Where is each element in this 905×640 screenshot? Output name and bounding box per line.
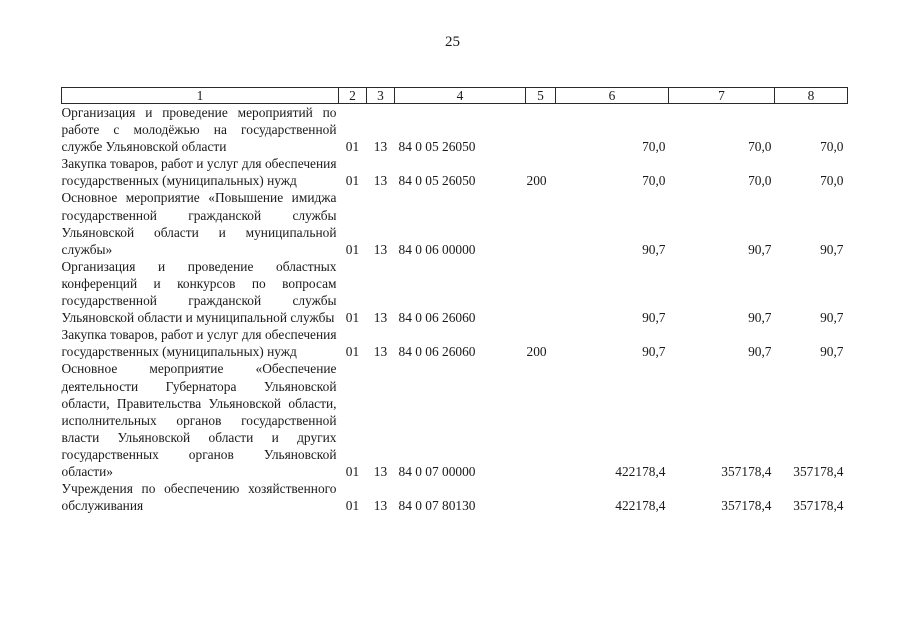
column-header: 6 xyxy=(556,88,669,104)
row-expense-type xyxy=(526,258,556,326)
row-target-code: 84 0 07 00000 xyxy=(398,463,476,479)
row-section: 01 xyxy=(345,344,360,360)
row-value-2: 357178,4 xyxy=(721,498,772,514)
row-section: 01 xyxy=(345,310,360,326)
row-section: 01 xyxy=(345,139,360,155)
row-expense-type xyxy=(526,104,556,156)
column-header: 5 xyxy=(526,88,556,104)
page-number: 25 xyxy=(445,34,460,50)
row-value-2: 357178,4 xyxy=(721,463,772,479)
row-subsection: 13 xyxy=(373,344,388,360)
row-value-3: 70,0 xyxy=(820,173,844,189)
column-header: 4 xyxy=(395,88,526,104)
table-row xyxy=(62,258,848,326)
column-header: 7 xyxy=(669,88,775,104)
row-target-code: 84 0 06 26060 xyxy=(398,310,476,326)
row-name: Организация и проведение мероприятий по работе с молодёжью на государственной службе Ульяновской области xyxy=(61,105,337,155)
row-expense-type xyxy=(526,360,556,480)
row-expense-type: 200 xyxy=(526,344,547,360)
row-value-3: 357178,4 xyxy=(793,498,844,514)
row-subsection: 13 xyxy=(373,173,388,189)
row-value-1: 422178,4 xyxy=(615,463,666,479)
row-value-1: 422178,4 xyxy=(615,498,666,514)
row-name: Учреждения по обеспечению хозяйственного обслуживания xyxy=(61,481,337,514)
column-header: 3 xyxy=(367,88,395,104)
row-target-code: 84 0 07 80130 xyxy=(398,498,476,514)
row-value-3: 357178,4 xyxy=(793,463,844,479)
row-expense-type xyxy=(526,189,556,257)
table-row xyxy=(62,104,848,156)
row-target-code: 84 0 06 00000 xyxy=(398,241,476,257)
row-value-1: 70,0 xyxy=(642,139,666,155)
row-name: Закупка товаров, работ и услуг для обеспечения государственных (муниципальных) нужд xyxy=(61,327,337,360)
table-row xyxy=(62,155,848,189)
row-section: 01 xyxy=(345,463,360,479)
column-header: 8 xyxy=(775,88,848,104)
row-value-3: 70,0 xyxy=(820,139,844,155)
row-name: Организация и проведение областных конференций и конкурсов по вопросам государственной гражданской службы Ульяновской области и муниципальной службы xyxy=(61,258,337,326)
row-subsection: 13 xyxy=(373,463,388,479)
row-target-code: 84 0 05 26050 xyxy=(398,173,476,189)
row-subsection: 13 xyxy=(373,310,388,326)
row-value-3: 90,7 xyxy=(820,310,844,326)
row-name: Основное мероприятие «Обеспечение деятельности Губернатора Ульяновской области, Правительства Ульяновской области, исполнительных органов государственной власти Ульяновской области и других государственных органов Ульяновской области» xyxy=(61,361,337,479)
column-header: 1 xyxy=(62,88,339,104)
row-expense-type: 200 xyxy=(526,173,547,189)
row-value-2: 70,0 xyxy=(748,139,772,155)
row-section: 01 xyxy=(345,241,360,257)
row-name: Закупка товаров, работ и услуг для обеспечения государственных (муниципальных) нужд xyxy=(61,156,337,189)
row-name: Основное мероприятие «Повышение имиджа государственной гражданской службы Ульяновской области и муниципальной службы» xyxy=(61,190,337,257)
table-row xyxy=(62,480,848,514)
row-value-1: 70,0 xyxy=(642,173,666,189)
row-value-2: 90,7 xyxy=(748,241,772,257)
table-row xyxy=(62,189,848,257)
row-value-3: 90,7 xyxy=(820,241,844,257)
row-value-2: 90,7 xyxy=(748,344,772,360)
row-value-1: 90,7 xyxy=(642,344,666,360)
row-value-2: 70,0 xyxy=(748,173,772,189)
row-value-1: 90,7 xyxy=(642,310,666,326)
row-value-2: 90,7 xyxy=(748,310,772,326)
row-target-code: 84 0 05 26050 xyxy=(398,139,476,155)
column-header: 2 xyxy=(339,88,367,104)
row-subsection: 13 xyxy=(373,498,388,514)
table-row xyxy=(62,326,848,360)
row-section: 01 xyxy=(345,173,360,189)
budget-table xyxy=(61,87,848,514)
row-value-1: 90,7 xyxy=(642,241,666,257)
table-header-row xyxy=(62,88,848,104)
row-subsection: 13 xyxy=(373,139,388,155)
row-expense-type xyxy=(526,480,556,514)
row-target-code: 84 0 06 26060 xyxy=(398,344,476,360)
row-value-3: 90,7 xyxy=(820,344,844,360)
table-row xyxy=(62,360,848,480)
row-section: 01 xyxy=(345,498,360,514)
row-subsection: 13 xyxy=(373,241,388,257)
